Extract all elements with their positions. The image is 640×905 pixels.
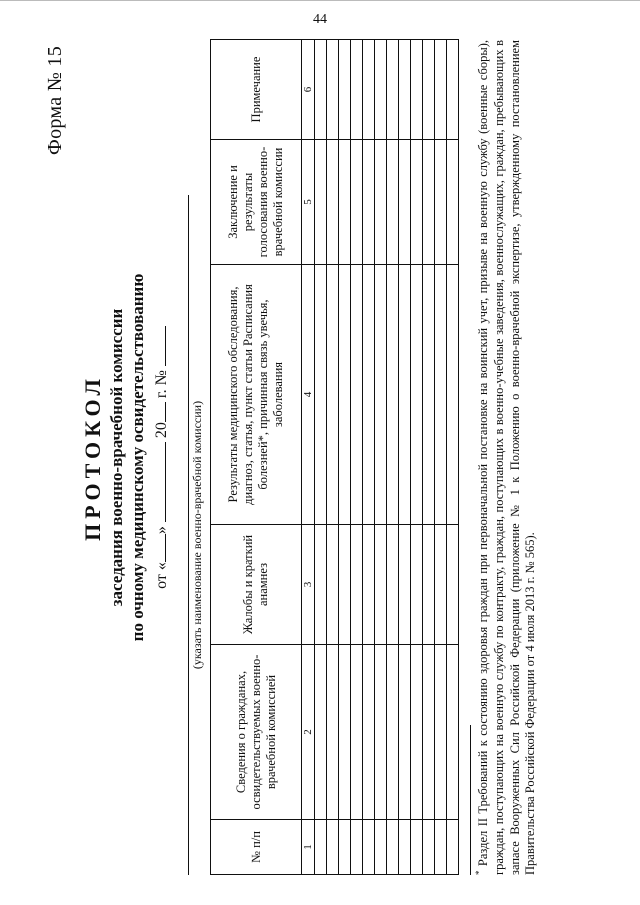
header-number: № п/п	[211, 820, 302, 875]
table-cell	[435, 140, 447, 265]
page-number: 44	[313, 12, 327, 27]
table-row	[315, 40, 327, 875]
table-cell	[339, 265, 351, 525]
table-cell	[375, 645, 387, 820]
column-number: 6	[302, 40, 315, 140]
table-cell	[363, 645, 375, 820]
table-cell	[351, 140, 363, 265]
table-row	[327, 40, 339, 875]
table-cell	[315, 525, 327, 645]
table-cell	[411, 40, 423, 140]
column-number: 1	[302, 820, 315, 875]
footnote-rule	[470, 725, 471, 875]
footnote	[474, 40, 539, 875]
date-prefix: от «	[153, 562, 171, 589]
table-cell	[315, 40, 327, 140]
subtitle-line-2: по очному медицинскому освидетельствованию	[127, 273, 147, 642]
table-cell	[375, 820, 387, 875]
table-cell	[363, 820, 375, 875]
table-cell	[399, 645, 411, 820]
year-prefix: 20	[153, 422, 171, 439]
table-cell	[447, 820, 459, 875]
table-cell	[423, 140, 435, 265]
footnote-text: Раздел II Требований к состоянию здоровья граждан при первоначальной постановке на воинский учет, призыве на военную службу (военные сборы), граждан, поступающих на военную службу по контракту, граждан, поступающих в военно-учебные заведения, военнослужащих, граждан, пребывающих в запасе Вооруженных Сил Российской Федерации (приложение № 1 к Положению о военно-врачебной экспертизе, утвержденному постановлением Правительства Российской Федерации от 4 июля 2013 г. № 565).	[476, 39, 538, 875]
table-cell	[447, 140, 459, 265]
table-cell	[375, 140, 387, 265]
top-border-line	[0, 0, 640, 1]
commission-caption: (указать наименование военно-врачебной комиссии)	[190, 400, 204, 670]
table-cell	[315, 820, 327, 875]
table-cell	[339, 645, 351, 820]
table-cell	[423, 40, 435, 140]
table-row	[351, 40, 363, 875]
table-cell	[351, 645, 363, 820]
table-cell	[363, 265, 375, 525]
table-row	[339, 40, 351, 875]
table-cell	[411, 820, 423, 875]
protocol-table	[210, 39, 459, 875]
table-cell	[435, 820, 447, 875]
day-blank	[164, 534, 166, 562]
table-cell	[339, 525, 351, 645]
table-cell	[315, 140, 327, 265]
table-row	[423, 40, 435, 875]
column-number: 5	[302, 140, 315, 265]
table-cell	[399, 265, 411, 525]
date-quote-close: »	[153, 526, 171, 535]
form-label: Форма № 15	[44, 46, 66, 155]
table-cell	[387, 645, 399, 820]
protocol-title: ПРОТОКОЛ	[80, 374, 105, 541]
table-cell	[435, 525, 447, 645]
table-row	[447, 40, 459, 875]
table-cell	[423, 645, 435, 820]
header-note: Примечание	[211, 40, 302, 140]
table-cell	[315, 645, 327, 820]
table-header-row	[211, 40, 302, 875]
table-cell	[387, 140, 399, 265]
table-row	[411, 40, 423, 875]
table-cell	[327, 265, 339, 525]
table-cell	[447, 40, 459, 140]
table-cell	[351, 525, 363, 645]
table-cell	[363, 40, 375, 140]
title-block	[80, 40, 171, 875]
table-cell	[447, 525, 459, 645]
column-number: 2	[302, 645, 315, 820]
table-cell	[435, 645, 447, 820]
table-cell	[327, 140, 339, 265]
table-row	[399, 40, 411, 875]
table-cell	[363, 525, 375, 645]
month-blank	[164, 442, 166, 522]
table-row	[375, 40, 387, 875]
column-number-row	[302, 40, 315, 875]
table-cell	[447, 265, 459, 525]
table-cell	[411, 265, 423, 525]
number-label: г. №	[153, 370, 171, 399]
table-cell	[327, 525, 339, 645]
table-cell	[399, 140, 411, 265]
table-cell	[399, 40, 411, 140]
table-cell	[387, 820, 399, 875]
header-conclusion: Заключение и результаты голосования военно-врачебной комиссии	[211, 140, 302, 265]
table-cell	[327, 645, 339, 820]
table-cell	[351, 40, 363, 140]
table-cell	[411, 645, 423, 820]
table-cell	[339, 140, 351, 265]
table-cell	[375, 265, 387, 525]
table-cell	[339, 820, 351, 875]
table-cell	[339, 40, 351, 140]
header-complaints: Жалобы и краткий анамнез	[211, 525, 302, 645]
table-cell	[411, 525, 423, 645]
rotated-document-content	[38, 40, 603, 875]
year-blank	[164, 402, 166, 422]
table-cell	[387, 525, 399, 645]
table-cell	[447, 645, 459, 820]
table-cell	[387, 40, 399, 140]
table-cell	[327, 820, 339, 875]
table-row	[387, 40, 399, 875]
footnote-marker: *	[474, 870, 484, 875]
table-cell	[423, 525, 435, 645]
header-examination-results: Результаты медицинского обследования, диагноз, статья, пункт статьи Расписания болезней*, причинная связь увечья, заболевания	[211, 265, 302, 525]
table-cell	[435, 265, 447, 525]
table-row	[435, 40, 447, 875]
table-cell	[399, 525, 411, 645]
table-row	[363, 40, 375, 875]
table-cell	[387, 265, 399, 525]
column-number: 4	[302, 265, 315, 525]
number-blank	[164, 326, 166, 366]
column-number: 3	[302, 525, 315, 645]
table-cell	[315, 265, 327, 525]
subtitle-line-1: заседания военно-врачебной комиссии	[107, 308, 126, 607]
table-cell	[351, 820, 363, 875]
table-cell	[411, 140, 423, 265]
table-cell	[375, 40, 387, 140]
date-line	[153, 40, 171, 875]
table-cell	[399, 820, 411, 875]
table-cell	[327, 40, 339, 140]
table-cell	[363, 140, 375, 265]
table-cell	[435, 40, 447, 140]
table-cell	[423, 820, 435, 875]
table-cell	[375, 525, 387, 645]
table-cell	[423, 265, 435, 525]
table-cell	[351, 265, 363, 525]
commission-name-line	[188, 195, 189, 875]
header-citizen-info: Сведения о гражданах, освидетельствуемых военно-врачебной комиссией	[211, 645, 302, 820]
